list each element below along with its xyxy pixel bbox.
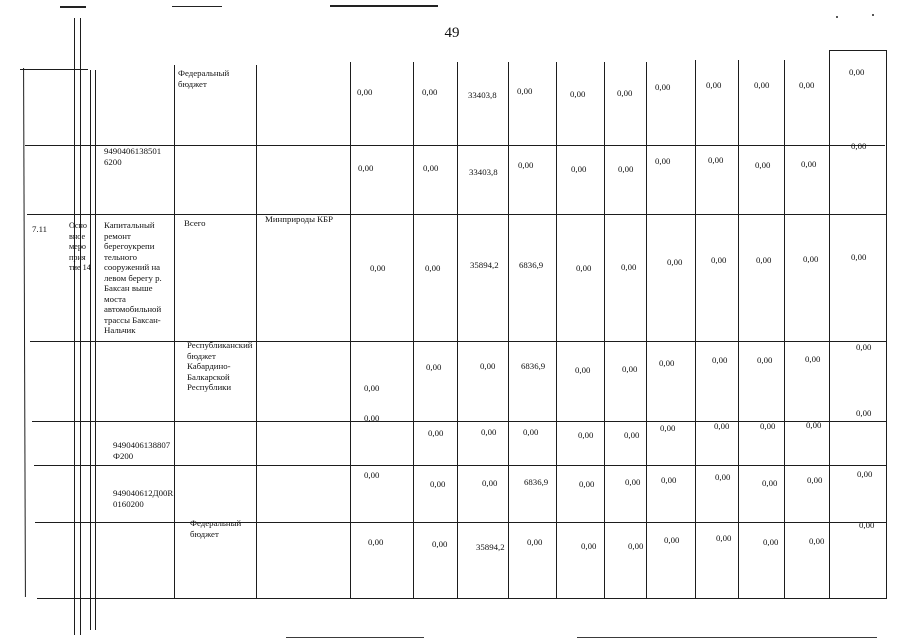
row-1-value: 33403,8 [468,90,497,100]
row-2-value: 0,00 [358,163,374,173]
row-5-value: 0,00 [481,427,497,437]
column-line [886,50,887,598]
left-margin-line [23,68,26,597]
row-2-value: 33403,8 [469,167,498,177]
header-artifact-middle [172,6,222,7]
row-3-value: 0,00 [621,262,637,272]
row-source-cell: Федеральный бюджет [190,518,242,539]
row-1-value: 0,00 [517,86,533,96]
row-5-value: 0,00 [660,423,676,433]
column-line [784,60,785,598]
column-line [413,62,414,598]
page-number: 49 [444,25,460,41]
row-4-value: 0,00 [757,355,773,365]
table-line [32,421,887,422]
row-4-value: 0,00 [622,364,638,374]
row-7-value: 0,00 [368,537,384,547]
row-4-value: 0,00 [426,362,442,372]
row-4-value: 0,00 [712,355,728,365]
column-line [695,60,696,598]
left-margin-line [74,18,75,635]
row-2-value: 0,00 [755,160,771,170]
column-line [174,65,175,598]
left-margin-line [80,18,81,635]
column-line [457,62,458,598]
row-5-value: 0,00 [624,430,640,440]
row-6-value: 0,00 [762,478,778,488]
column-line [604,62,605,598]
row-3-value: 0,00 [576,263,592,273]
row-4-value: 0,00 [856,342,872,352]
row-3-value: 0,00 [370,263,386,273]
row-3-value: 0,00 [711,255,727,265]
row-2-value: 0,00 [655,156,671,166]
header-artifact-left [60,6,86,8]
row-6-value: 0,00 [364,470,380,480]
row-5-value: 0,00 [428,428,444,438]
row-7-value: 0,00 [527,537,543,547]
column-line [829,50,830,598]
row-7-value: 0,00 [581,541,597,551]
row-executor-cell: Минприроды КБР [265,214,333,224]
row-6-value: 0,00 [625,477,641,487]
row-7-value: 0,00 [432,539,448,549]
row-6-value: 0,00 [857,469,873,479]
row-2-value: 0,00 [423,163,439,173]
row-5-value: 0,00 [578,430,594,440]
row-7-value: 35894,2 [476,542,505,552]
row-source-cell: Федеральный бюджет [178,68,230,89]
table-line [20,69,88,70]
row-7-value: 0,00 [809,536,825,546]
row-6-value: 0,00 [661,475,677,485]
scan-dot-right [872,14,874,16]
row-source-cell: Республиканский бюджет Кабардино-Балкарской Республики [187,340,253,392]
row-7-value: 0,00 [859,520,875,530]
row-6-value: 0,00 [430,479,446,489]
row-code-cell: 9490406138501 6200 [104,146,162,167]
row-4-value: 6836,9 [521,361,546,371]
row-5-value: 0,00 [806,420,822,430]
row-3-value: 0,00 [425,263,441,273]
row-1-value: 0,00 [617,88,633,98]
row-5-value: 0,00 [856,408,872,418]
row-name-cell: Капитальный ремонт берегоукрепи тельного сооружений на левом берегу р. Баксан выше моста автомобильной трассы Баксан-Нальчик [104,220,162,335]
column-line [646,62,647,598]
row-4-value: 0,00 [659,358,675,368]
row-2-value: 0,00 [571,164,587,174]
row-1-value: 0,00 [706,80,722,90]
row-5-value: 0,00 [714,421,730,431]
row-type-cell: Осно вное меро прия тие 14 [69,221,91,272]
row-5-value: 0,00 [760,421,776,431]
row-2-value: 0,00 [518,160,534,170]
row-code-cell: 9490406138807 Ф200 [113,440,171,461]
row-3-value: 0,00 [851,252,867,262]
row-7-value: 0,00 [763,537,779,547]
row-1-value: 0,00 [799,80,815,90]
scan-dot-left [836,16,838,18]
row-1-value: 0,00 [849,67,865,77]
row-5-value: 0,00 [523,427,539,437]
row-3-value: 6836,9 [519,260,544,270]
row-4-value: 0,00 [364,383,380,393]
row-7-value: 0,00 [716,533,732,543]
row-2-value: 0,00 [851,141,867,151]
row-2-value: 0,00 [618,164,634,174]
row-7-value: 0,00 [628,541,644,551]
row-4-value: 0,00 [805,354,821,364]
left-margin-line [95,70,96,630]
row-1-value: 0,00 [655,82,671,92]
row-source-cell: Всего [184,218,206,228]
table-line [30,341,887,342]
column-line [508,62,509,598]
row-6-value: 0,00 [482,478,498,488]
row-1-value: 0,00 [754,80,770,90]
row-3-value: 0,00 [756,255,772,265]
row-1-value: 0,00 [422,87,438,97]
row-6-value: 0,00 [715,472,731,482]
table-line [35,522,887,523]
row-7-value: 0,00 [664,535,680,545]
row-1-value: 0,00 [570,89,586,99]
bottom-scan-line [577,637,877,638]
header-artifact-right [330,5,438,7]
row-number-cell: 7.11 [32,224,48,234]
row-6-value: 6836,9 [524,477,549,487]
row-3-value: 35894,2 [470,260,499,270]
row-6-value: 0,00 [807,475,823,485]
table-line [34,465,887,466]
column-line [738,60,739,598]
column-line [350,62,351,598]
row-6-value: 0,00 [579,479,595,489]
row-4-value: 0,00 [575,365,591,375]
row-2-value: 0,00 [801,159,817,169]
row-3-value: 0,00 [803,254,819,264]
row-5-value: 0,00 [364,413,380,423]
column-line [556,62,557,598]
bottom-scan-line [286,637,424,638]
row-1-value: 0,00 [357,87,373,97]
table-line [37,598,887,599]
row-code-cell: 949040612Д00R 0160200 [113,488,174,509]
table-line [829,50,886,51]
left-margin-line [90,70,91,630]
row-4-value: 0,00 [480,361,496,371]
row-3-value: 0,00 [667,257,683,267]
row-2-value: 0,00 [708,155,724,165]
